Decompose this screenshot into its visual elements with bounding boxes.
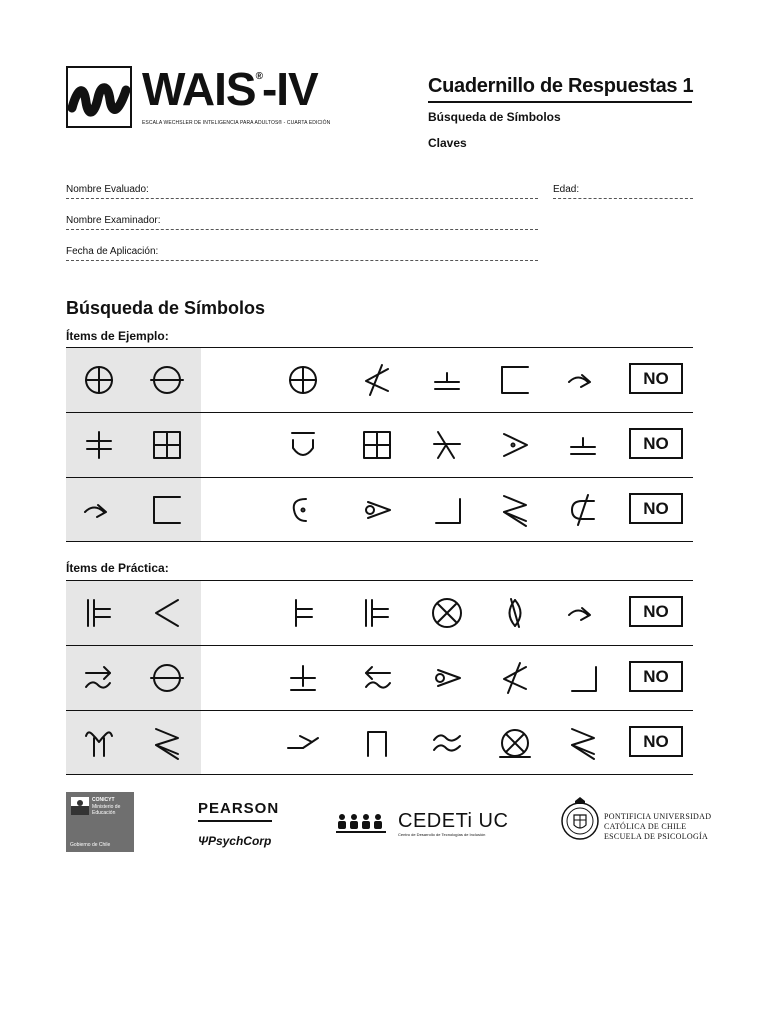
no-answer-box[interactable]: NO bbox=[629, 726, 683, 757]
no-answer-box[interactable]: NO bbox=[629, 596, 683, 627]
puc-line-3: ESCUELA DE PSICOLOGÍA bbox=[604, 832, 709, 841]
example-item-row bbox=[66, 412, 693, 477]
bar-double-turnstile-icon bbox=[82, 596, 116, 630]
not-less-icon[interactable] bbox=[360, 363, 394, 397]
circle-plus-icon[interactable] bbox=[286, 363, 320, 397]
row-divider bbox=[66, 347, 693, 348]
title-rule bbox=[428, 101, 692, 103]
circle-times-icon[interactable] bbox=[430, 596, 464, 630]
plus-base-icon[interactable] bbox=[286, 661, 320, 695]
examples-label: Ítems de Ejemplo: bbox=[66, 329, 169, 343]
row-divider bbox=[66, 412, 693, 413]
fecha-aplicacion-label: Fecha de Aplicación: bbox=[66, 246, 159, 257]
less-than-icon bbox=[150, 596, 184, 630]
pearson-logo: PEARSON bbox=[198, 800, 280, 817]
practice-item-row bbox=[66, 710, 693, 775]
corner-br-icon[interactable] bbox=[566, 661, 600, 695]
cedeti-subtitle: Centro de Desarrollo de Tecnologías de Inclusión bbox=[398, 832, 486, 837]
nombre-evaluado-field[interactable] bbox=[66, 198, 538, 199]
wais-title: WAIS®-IV bbox=[142, 63, 318, 115]
approx-icon[interactable] bbox=[430, 726, 464, 760]
wave-logo-icon bbox=[68, 68, 130, 126]
lambda-bar-icon[interactable] bbox=[430, 428, 464, 462]
practice-label: Ítems de Práctica: bbox=[66, 561, 169, 575]
cap-arch-icon[interactable] bbox=[360, 726, 394, 760]
perp-base-icon[interactable] bbox=[566, 428, 600, 462]
corner-bl-icon bbox=[150, 493, 184, 527]
bar-double-turnstile-icon[interactable] bbox=[360, 596, 394, 630]
pearson-rule bbox=[198, 820, 272, 822]
example-item-row bbox=[66, 477, 693, 542]
arrow-curve-icon[interactable] bbox=[566, 363, 600, 397]
cedeti-people-icon bbox=[334, 812, 394, 836]
turnstile-icon[interactable] bbox=[286, 596, 320, 630]
zigzag-greater-icon bbox=[150, 726, 184, 760]
booklet-title: Cuadernillo de Respuestas 1 bbox=[428, 75, 694, 97]
c-dot-icon[interactable] bbox=[286, 493, 320, 527]
not-less-icon[interactable] bbox=[498, 661, 532, 695]
chile-shield-icon bbox=[70, 796, 90, 816]
circle-x-bar-icon[interactable] bbox=[498, 726, 532, 760]
wais-logo-mark bbox=[66, 66, 132, 128]
arrow-curve-icon[interactable] bbox=[566, 596, 600, 630]
double-cross-icon bbox=[82, 428, 116, 462]
conicyt-sub: Ministerio de Educación bbox=[92, 804, 121, 816]
circle-plus-icon bbox=[82, 363, 116, 397]
corner-bl-icon[interactable] bbox=[498, 363, 532, 397]
no-answer-box[interactable]: NO bbox=[629, 661, 683, 692]
arrow-curve-icon bbox=[82, 493, 116, 527]
example-item-row bbox=[66, 347, 693, 412]
conicyt-label: CONICYT bbox=[92, 797, 115, 803]
circle-minus-icon bbox=[150, 363, 184, 397]
wais-subtitle: ESCALA WECHSLER DE INTELIGENCIA PARA ADULTOS® - CUARTA EDICIÓN bbox=[142, 120, 331, 126]
no-answer-box[interactable]: NO bbox=[629, 363, 683, 394]
psychcorp-psi-icon: Ψ bbox=[198, 834, 208, 848]
row-divider bbox=[66, 645, 693, 646]
right-arrow-tilde-icon bbox=[82, 661, 116, 695]
left-arrow-tilde-icon[interactable] bbox=[360, 661, 394, 695]
row-divider bbox=[66, 710, 693, 711]
zigzag-greater-icon[interactable] bbox=[498, 493, 532, 527]
psychcorp-logo: ΨPsychCorp bbox=[198, 834, 272, 848]
perp-base-icon[interactable] bbox=[430, 363, 464, 397]
upsilon-hook-icon bbox=[82, 726, 116, 760]
row-divider bbox=[66, 580, 693, 581]
conicyt-logo bbox=[66, 792, 134, 852]
dot-angle-icon[interactable] bbox=[498, 428, 532, 462]
no-answer-box[interactable]: NO bbox=[629, 493, 683, 524]
puc-seal-icon bbox=[560, 795, 600, 843]
practice-item-row bbox=[66, 645, 693, 710]
nombre-evaluado-label: Nombre Evaluado: bbox=[66, 184, 149, 195]
row-divider bbox=[66, 774, 693, 775]
no-answer-box[interactable]: NO bbox=[629, 428, 683, 459]
cup-bar-icon[interactable] bbox=[286, 428, 320, 462]
nombre-examinador-label: Nombre Examinador: bbox=[66, 215, 161, 226]
puc-line-2: CATÓLICA DE CHILE bbox=[604, 822, 687, 831]
not-subset-icon[interactable] bbox=[566, 493, 600, 527]
booklet-subtitle-2: Claves bbox=[428, 136, 467, 150]
cedeti-logo: CEDETi UC bbox=[398, 810, 509, 832]
booklet-subtitle-1: Búsqueda de Símbolos bbox=[428, 110, 561, 124]
conicyt-gov: Gobierno de Chile bbox=[70, 842, 111, 848]
circle-minus-icon bbox=[150, 661, 184, 695]
nombre-examinador-field[interactable] bbox=[66, 229, 538, 230]
step-slash-icon[interactable] bbox=[286, 726, 320, 760]
practice-item-row bbox=[66, 580, 693, 645]
boxed-plus-icon[interactable] bbox=[360, 428, 394, 462]
row-divider bbox=[66, 477, 693, 478]
puc-line-1: PONTIFICIA UNIVERSIDAD bbox=[604, 812, 712, 821]
lens-icon[interactable] bbox=[498, 596, 532, 630]
fecha-aplicacion-field[interactable] bbox=[66, 260, 538, 261]
angle-loop-icon[interactable] bbox=[430, 661, 464, 695]
boxed-plus-icon bbox=[150, 428, 184, 462]
edad-field[interactable] bbox=[553, 198, 693, 199]
angle-loop-icon[interactable] bbox=[360, 493, 394, 527]
corner-br-icon[interactable] bbox=[430, 493, 464, 527]
section-title: Búsqueda de Símbolos bbox=[66, 298, 266, 318]
zigzag-greater-icon[interactable] bbox=[566, 726, 600, 760]
row-divider bbox=[66, 541, 693, 542]
edad-label: Edad: bbox=[553, 184, 580, 195]
